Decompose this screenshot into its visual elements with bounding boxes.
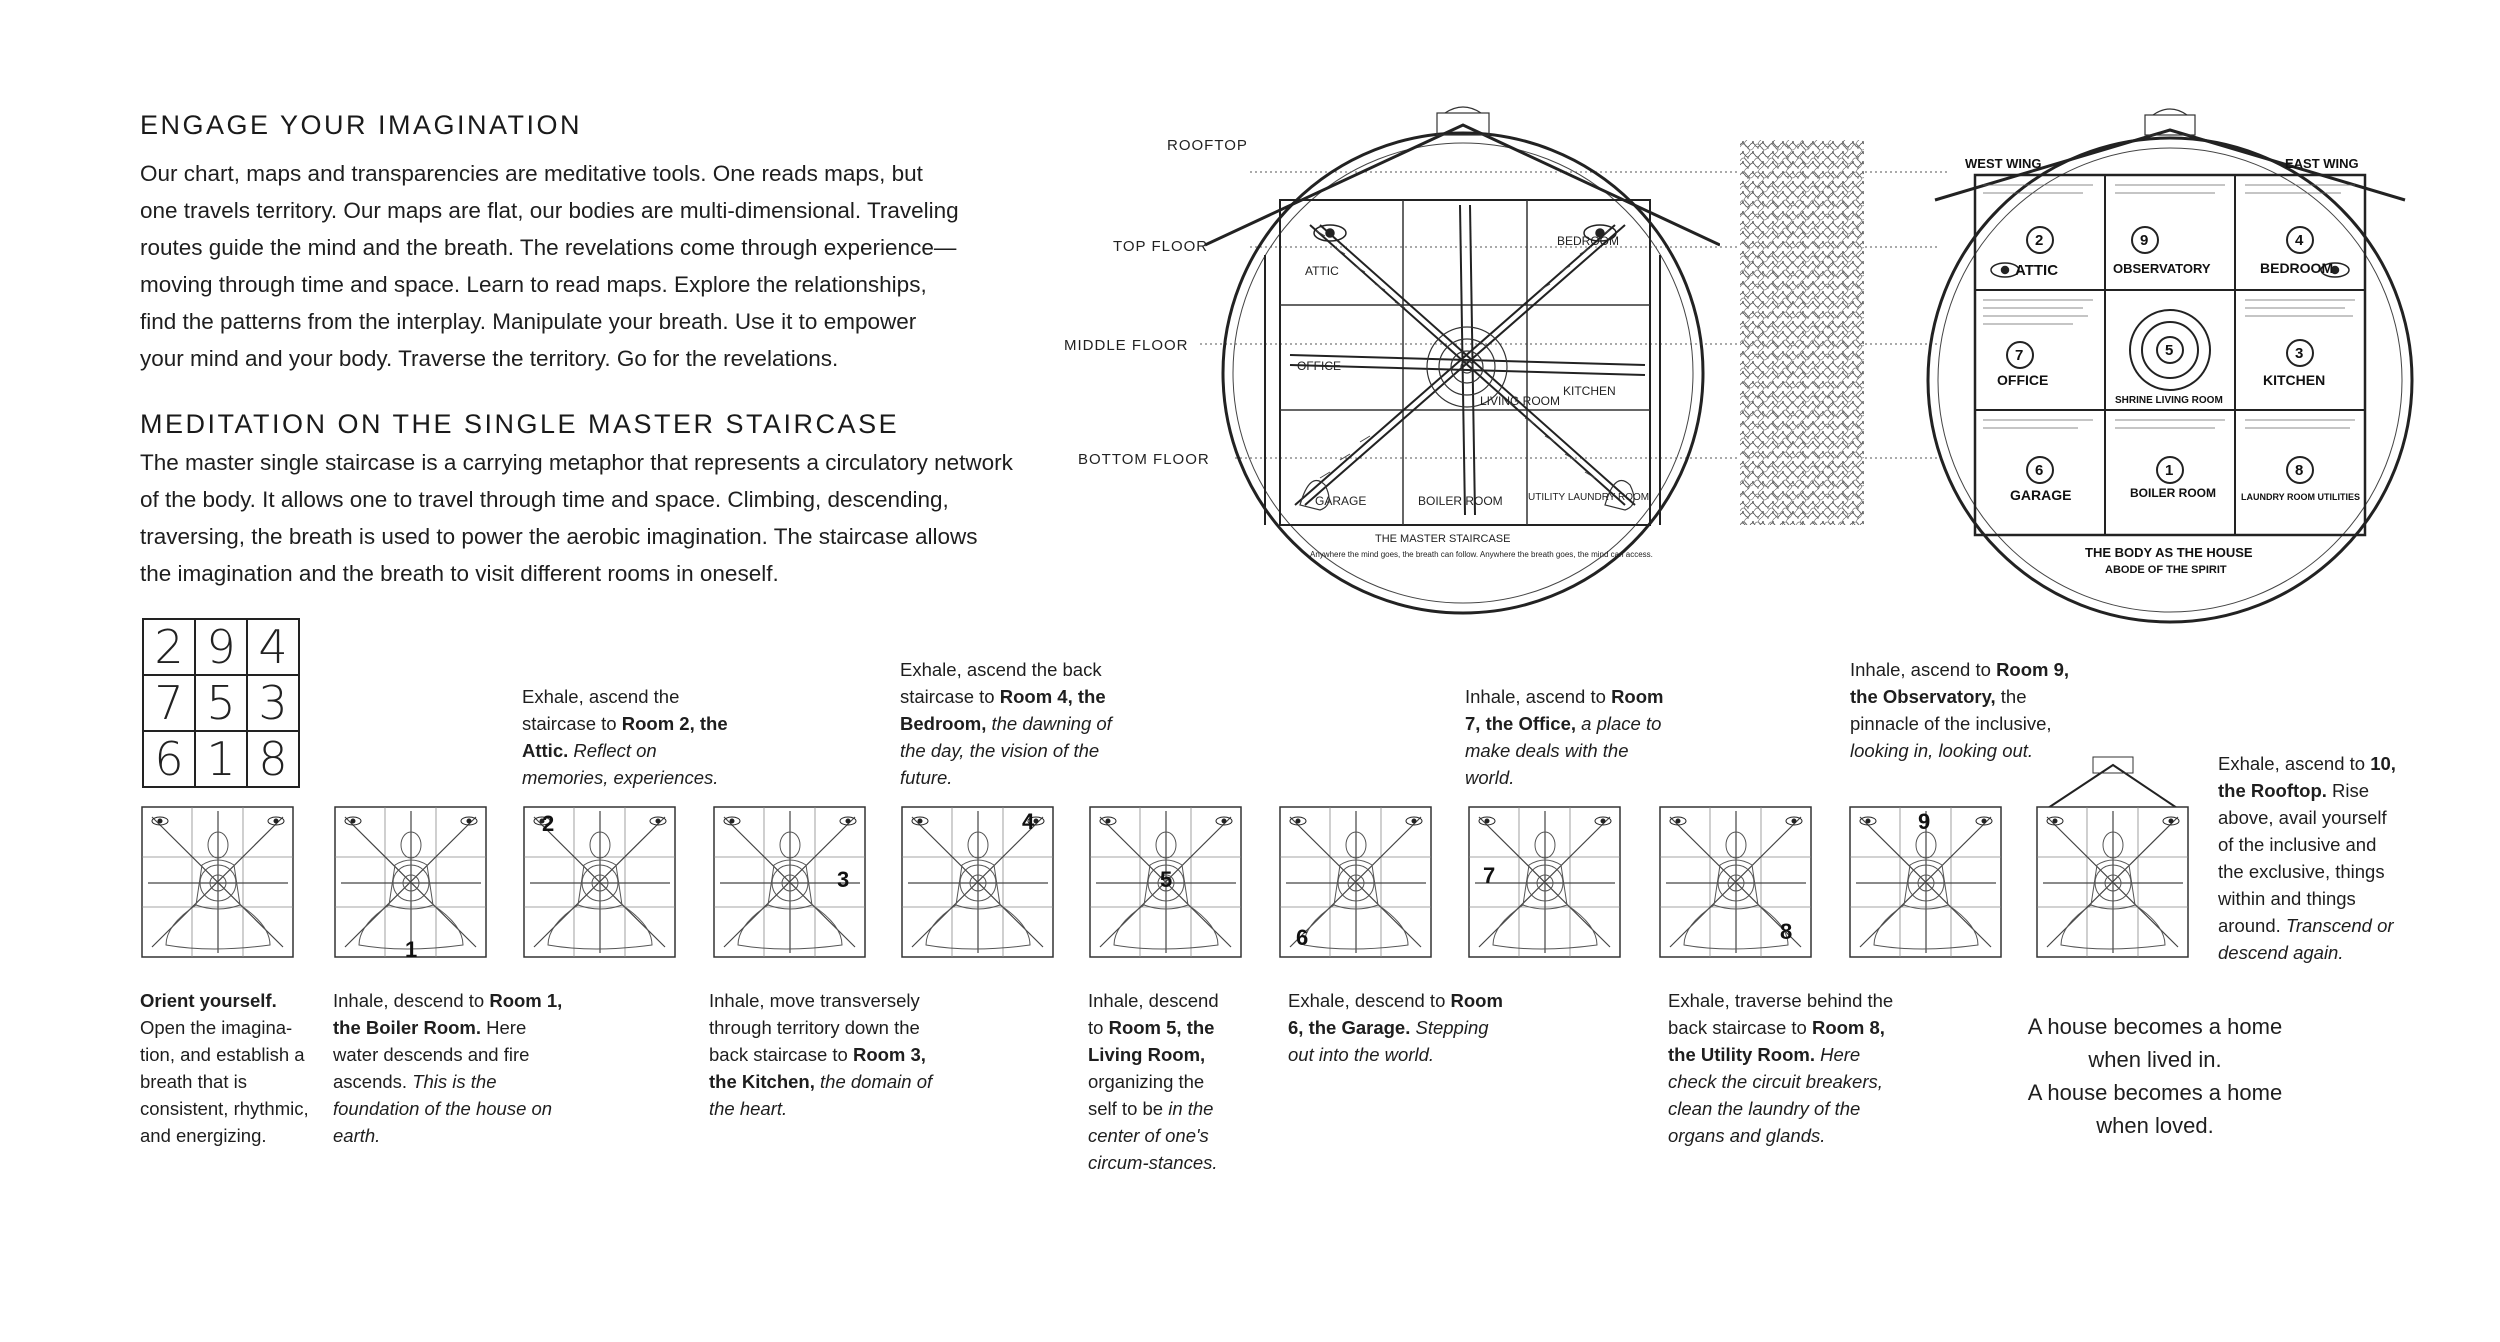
engage-paragraph: [140, 155, 1040, 377]
room-label: BEDROOM: [1557, 234, 1620, 248]
text-line: routes guide the mind and the breath. The revelations come through experience—: [140, 235, 957, 260]
thumbnail-number: 7: [1483, 863, 1496, 888]
room-label: KITCHEN: [1563, 384, 1616, 398]
room-number: 9: [2140, 232, 2149, 249]
magic-square-cell: 1: [195, 731, 247, 787]
drawing-subcaption: ABODE OF THE SPIRIT: [2105, 564, 2227, 576]
caption-room-2: Exhale, ascend the staircase to Room 2, the Attic. Reflect on memories, experiences.: [522, 686, 728, 788]
quote-line: A house becomes a home: [2027, 1080, 2283, 1105]
caption-room-6: Exhale, descend to Room 6, the Garage. Stepping out into the world.: [1288, 990, 1503, 1065]
quote-line: when lived in.: [2088, 1047, 2222, 1072]
thumbnail-rooftop: [2035, 755, 2190, 965]
caption-orient: Orient yourself. Open the imagina-tion, and establish a breath that is consistent, rhythmic, and energizing.: [140, 990, 309, 1146]
thumbnail-number: 8: [1780, 919, 1793, 944]
caption-room-3: Inhale, move transversely through territory down the back staircase to Room 3, the Kitchen, the domain of the heart.: [709, 990, 933, 1119]
floor-label-bottom: BOTTOM FLOOR: [1078, 451, 1210, 468]
room-number: 3: [2295, 345, 2304, 362]
thumbnail-room-9: [1848, 805, 2003, 965]
caption-rooftop: Exhale, ascend to 10, the Rooftop. Rise above, avail yourself of the inclusive and the exclusive, things within and things around. Transcend or descend again.: [2218, 753, 2396, 963]
room-number: 8: [2295, 462, 2304, 479]
text-line: Our chart, maps and transparencies are meditative tools. One reads maps, but: [140, 161, 923, 186]
text-line: of the body. It allows one to travel through time and space. Climbing, descending,: [140, 487, 949, 512]
room-number: 6: [2035, 462, 2044, 479]
magic-square: [142, 618, 300, 788]
thumbnail-room-2: [522, 805, 677, 965]
room-name: BEDROOM: [2260, 260, 2334, 276]
room-name: KITCHEN: [2263, 372, 2326, 388]
thumbnail-room-5: [1088, 805, 1243, 965]
thumbnail-room-8: [1658, 805, 1813, 965]
text-line: the imagination and the breath to visit different rooms in oneself.: [140, 561, 779, 586]
thumbnail-room-7: [1467, 805, 1622, 965]
room-label: BOILER ROOM: [1418, 494, 1503, 508]
room-number: 5: [2165, 342, 2174, 359]
thumbnail-room-3: [712, 805, 867, 965]
magic-square-cell: 9: [195, 619, 247, 675]
room-label: ATTIC: [1305, 264, 1339, 278]
room-name: SHRINE LIVING ROOM: [2115, 395, 2223, 406]
room-name: GARAGE: [2010, 487, 2072, 503]
text-line: your mind and your body. Traverse the territory. Go for the revelations.: [140, 346, 839, 371]
magic-square-cell: 8: [247, 731, 299, 787]
caption-room-5: Inhale, descend to Room 5, the Living Room, organizing the self to be in the center of one's circum-stances.: [1088, 990, 1219, 1173]
magic-square-cell: 6: [143, 731, 195, 787]
caption-room-9: Inhale, ascend to Room 9, the Observatory, the pinnacle of the inclusive, looking in, looking out.: [1850, 659, 2070, 761]
floor-label-middle: MIDDLE FLOOR: [1064, 337, 1189, 354]
text-line: traversing, the breath is used to power the aerobic imagination. The staircase allows: [140, 524, 978, 549]
thumbnail-number: 4: [1022, 809, 1035, 834]
master-staircase-drawing: [1205, 105, 1720, 620]
quote-line: A house becomes a home: [2027, 1014, 2283, 1039]
room-name: BOILER ROOM: [2130, 486, 2216, 500]
thumbnail-number: 5: [1160, 867, 1173, 892]
text-line: moving through time and space. Learn to read maps. Explore the relationships,: [140, 272, 927, 297]
thumbnail-number: 2: [542, 811, 555, 836]
thumbnail-orient: [140, 805, 295, 965]
organic-texture-strip: [1740, 140, 1864, 525]
thumbnail-number: 3: [837, 867, 850, 892]
wing-label: WEST WING: [1965, 156, 2042, 171]
thumbnail-number: 6: [1296, 925, 1309, 950]
room-label: LIVING ROOM: [1480, 394, 1561, 408]
body-as-house-drawing: [1905, 105, 2435, 635]
room-number: 7: [2015, 347, 2024, 364]
closing-quote: [1985, 1010, 2325, 1142]
room-name: OFFICE: [1997, 372, 2049, 388]
caption-room-8: Exhale, traverse behind the back staircase to Room 8, the Utility Room. Here check the circuit breakers, clean the laundry of the organs and glands.: [1668, 990, 1894, 1146]
room-number: 4: [2295, 232, 2304, 249]
drawing-caption: THE MASTER STAIRCASE: [1375, 533, 1511, 545]
magic-square-cell: 2: [143, 619, 195, 675]
magic-square-cell: 5: [195, 675, 247, 731]
thumbnail-room-4: [900, 805, 1055, 965]
drawing-subcaption: Anywhere the mind goes, the breath can follow. Anywhere the breath goes, the mind can access.: [1310, 550, 1653, 559]
quote-line: when loved.: [2096, 1113, 2214, 1138]
thumbnail-room-1: [333, 805, 488, 965]
text-line: one travels territory. Our maps are flat, our bodies are multi-dimensional. Traveling: [140, 198, 959, 223]
room-name: LAUNDRY ROOM UTILITIES: [2241, 492, 2360, 502]
staircase-paragraph: [140, 444, 1070, 592]
wing-label: EAST WING: [2285, 156, 2359, 171]
thumbnail-number: 1: [405, 937, 418, 962]
floor-label-rooftop: ROOFTOP: [1167, 137, 1248, 154]
drawing-caption: THE BODY AS THE HOUSE: [2085, 545, 2253, 560]
room-label: OFFICE: [1297, 359, 1341, 373]
caption-room-1: Inhale, descend to Room 1, the Boiler Room. Here water descends and fire ascends. This is the foundation of the house on earth.: [333, 990, 563, 1146]
floor-label-top: TOP FLOOR: [1113, 238, 1209, 255]
thumbnail-room-6: [1278, 805, 1433, 965]
magic-square-cell: 3: [247, 675, 299, 731]
thumbnail-number: 9: [1918, 809, 1931, 834]
text-line: find the patterns from the interplay. Manipulate your breath. Use it to empower: [140, 309, 917, 334]
text-line: The master single staircase is a carrying metaphor that represents a circulatory network: [140, 450, 1013, 475]
magic-square-cell: 4: [247, 619, 299, 675]
magic-square-cell: 7: [143, 675, 195, 731]
room-label: UTILITY LAUNDRY ROOM: [1528, 492, 1650, 503]
room-label: GARAGE: [1315, 494, 1367, 508]
room-number: 1: [2165, 462, 2174, 479]
caption-room-7: Inhale, ascend to Room 7, the Office, a place to make deals with the world.: [1465, 686, 1664, 788]
section-title-engage: ENGAGE YOUR IMAGINATION: [140, 110, 583, 140]
room-name: ATTIC: [2015, 262, 2059, 279]
caption-room-4: Exhale, ascend the back staircase to Room 4, the Bedroom, the dawning of the day, the vision of the future.: [900, 659, 1112, 788]
room-name: OBSERVATORY: [2113, 261, 2211, 276]
section-title-staircase: MEDITATION ON THE SINGLE MASTER STAIRCASE: [140, 409, 900, 439]
room-number: 2: [2035, 232, 2044, 249]
